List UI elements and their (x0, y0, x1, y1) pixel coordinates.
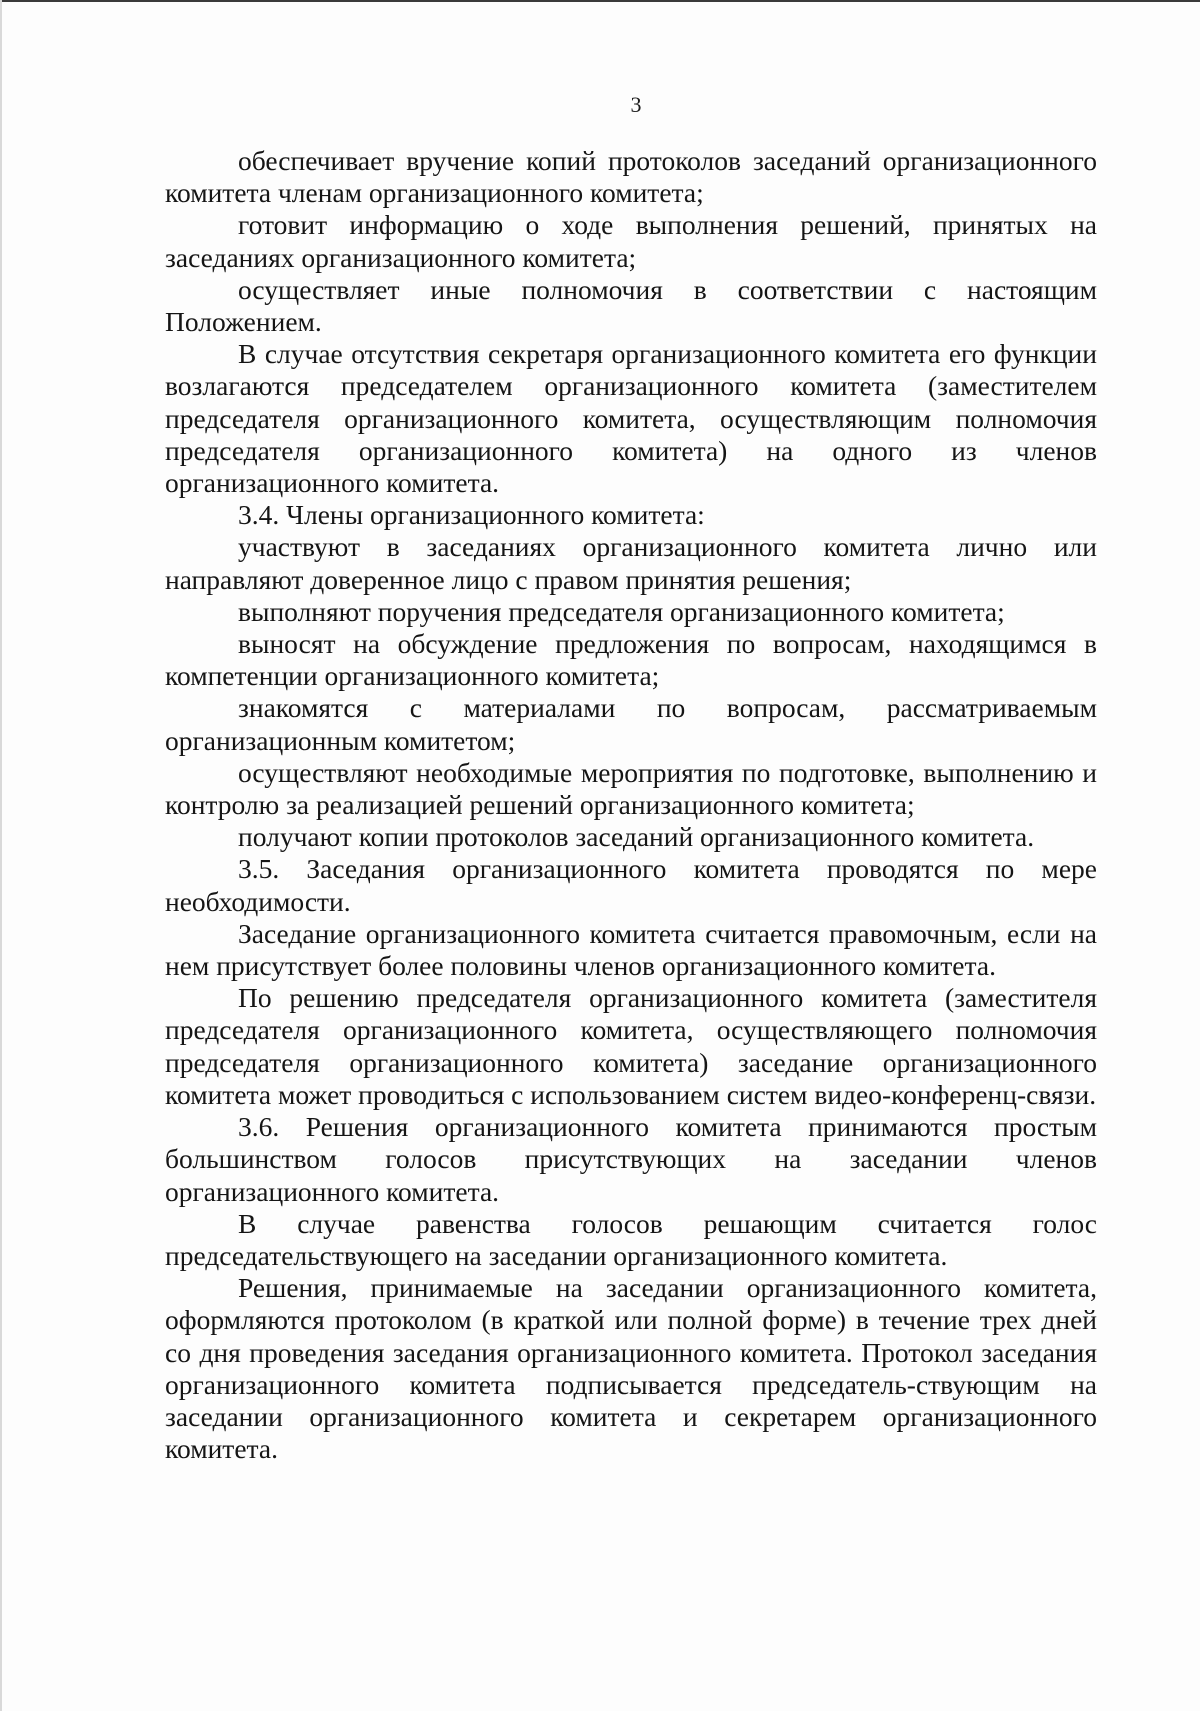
paragraph: В случае отсутствия секретаря организационного комитета его функции возлагаются председателем организационного комитета (заместителем председателя организационного комитета, осуществляющим полномочия председателя организационного комитета) на одного из членов организационного комитета. (165, 338, 1097, 499)
scan-edge-line (0, 0, 1200, 2)
paragraph: 3.5. Заседания организационного комитета проводятся по мере необходимости. (165, 853, 1097, 917)
paragraph: 3.6. Решения организационного комитета принимаются простым большинством голосов присутствующих на заседании членов организационного комитета. (165, 1111, 1097, 1207)
paragraph: осуществляют необходимые мероприятия по подготовке, выполнению и контролю за реализацией решений организационного комитета; (165, 756, 1097, 821)
paragraph: выносят на обсуждение предложения по вопросам, находящимся в компетенции организационного комитета; (165, 628, 1097, 692)
scan-edge-shadow (0, 0, 2, 1711)
paragraph: Заседание организационного комитета считается правомочным, если на нем присутствует более половины членов организационного комитета. (165, 917, 1097, 982)
paragraph: осуществляет иные полномочия в соответствии с настоящим Положением. (165, 273, 1097, 338)
section-heading: 3.4. Члены организационного комитета: (238, 499, 705, 531)
paragraph: знакомятся с материалами по вопросам, рассматриваемым организационным комитетом; (165, 692, 1097, 756)
page-number: 3 (630, 92, 642, 117)
paragraph: участвуют в заседаниях организационного комитета лично или направляют доверенное лицо с правом принятия решения; (165, 531, 1097, 595)
paragraph: По решению председателя организационного комитета (заместителя председателя организационного комитета, осуществляющего полномочия председателя организационного комитета) заседание организационного комитета может проводиться с использованием систем видео-конференц-связи. (165, 982, 1097, 1110)
paragraph: готовит информацию о ходе выполнения решений, принятых на заседаниях организационного комитета; (165, 209, 1097, 273)
paragraph: В случае равенства голосов решающим считается голос председательствующего на заседании организационного комитета. (165, 1207, 1097, 1271)
paragraph: выполняют поручения председателя организационного комитета; (238, 595, 1005, 627)
document-body (165, 145, 1097, 1465)
paragraph: Решения, принимаемые на заседании организационного комитета, оформляются протоколом (в краткой или полной форме) в течение трех дней со дня проведения заседания организационного комитета. Протокол заседания организационного комитета подписывается председатель-ствующим на заседании организационного комитета и секретарем организационного комитета. (165, 1272, 1097, 1465)
paragraph: обеспечивает вручение копий протоколов заседаний организационного комитета членам организационного комитета; (165, 145, 1097, 209)
paragraph: получают копии протоколов заседаний организационного комитета. (238, 821, 1035, 853)
